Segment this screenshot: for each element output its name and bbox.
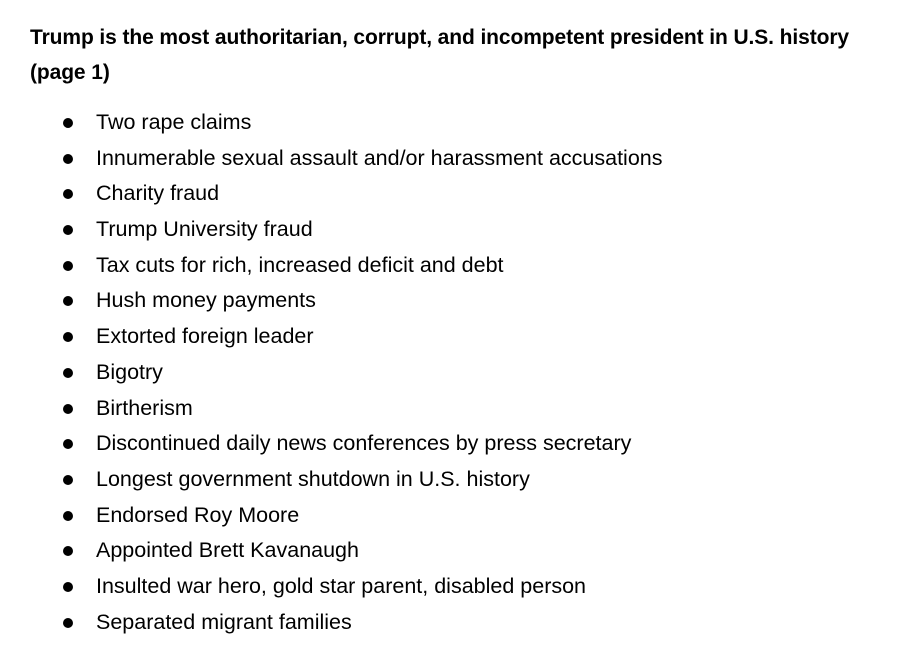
bullet-text: Two rape claims: [96, 110, 252, 134]
bullet-icon: [63, 404, 73, 414]
bullet-icon: [63, 546, 73, 556]
bullet-text: Charity fraud: [96, 181, 220, 206]
bullet-text: Discontinued daily news conferences by press secretary: [96, 431, 632, 456]
bullet-icon: [63, 368, 73, 378]
bullet-text: Bigotry: [96, 359, 163, 384]
bullet-icon: [63, 582, 73, 592]
bullet-text: Innumerable sexual assault and/or harassment accusations: [96, 145, 663, 170]
bullet-text: Longest government shutdown in U.S. history: [96, 466, 530, 491]
bullet-icon: [63, 225, 73, 235]
bullet-icon: [63, 118, 73, 128]
bullet-icon: [63, 332, 73, 342]
bullet-text: Appointed Brett Kavanaugh: [96, 538, 359, 563]
bullet-icon: [63, 261, 73, 271]
bullet-text: Insulted war hero, gold star parent, disabled person: [96, 573, 587, 598]
bullet-icon: [63, 189, 73, 199]
bullet-text: Extorted foreign leader: [96, 324, 314, 349]
document-heading: Trump is the most authoritarian, corrupt, and incompetent president in U.S. history (page 1): [30, 26, 849, 84]
bullet-text: Endorsed Roy Moore: [96, 502, 300, 527]
bullet-text: Tax cuts for rich, increased deficit and debt: [96, 252, 504, 277]
bullet-text: Trump University fraud: [96, 217, 313, 242]
bullet-icon: [63, 439, 73, 449]
bullet-icon: [63, 618, 73, 628]
bullet-icon: [63, 475, 73, 485]
bullet-text: Hush money payments: [96, 288, 316, 313]
bullet-icon: [63, 154, 73, 164]
bullet-text: Birtherism: [96, 395, 193, 420]
bullet-text: Separated migrant families: [96, 609, 352, 634]
bullet-icon: [63, 296, 73, 306]
bullet-icon: [63, 511, 73, 521]
